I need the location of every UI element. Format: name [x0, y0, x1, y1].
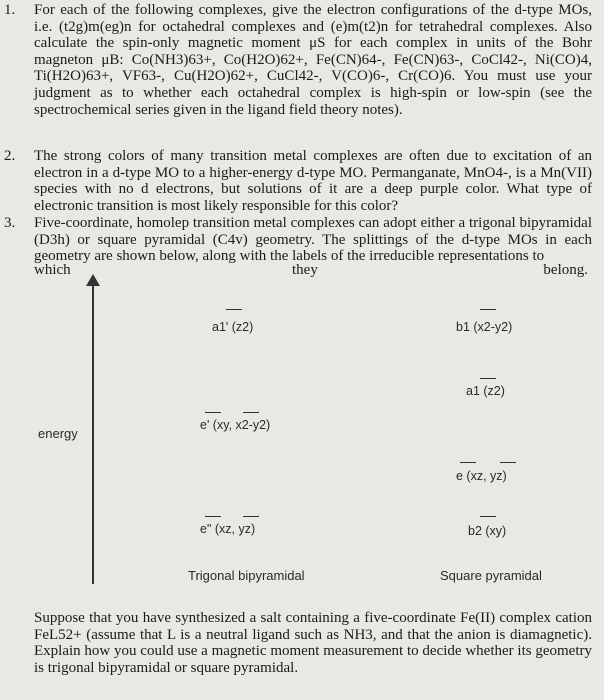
question-3-tail: [34, 262, 588, 279]
tail-word: they: [292, 262, 318, 278]
mo-splitting-diagram: [0, 280, 604, 600]
level-e: [460, 462, 476, 463]
level-e-double-prime: [205, 516, 221, 517]
question-text: For each of the following complexes, give the electron configurations of the d-type MOs, i.e. (t2g)m(eg)n for octahedral complexes and (e)m(t2)n for tetrahedral complexes. Also calculate the spin-only magnetic moment μS for each complex in units of the Bohr magneton μB: Co(NH3)63+, Co(H2O)62+, Fe(CN)64-, Fe(CN)63-, CoCl42-, Ni(CO)4, Ti(H2O)63+, VF63-, Cu(H2O)62+, CuCl42-, V(CO)6-, Cr(CO)6. You must use your judgment as to whether each octahedral complex is high-spin or low-spin (see the spectrochemical series given in the ligand field theory notes).: [34, 2, 592, 118]
level-a1-prime: [226, 309, 242, 310]
level-label: a1' (z2): [212, 320, 254, 334]
level-e-prime: [205, 412, 221, 413]
level-label: e' (xy, x2-y2): [200, 418, 271, 432]
question-text: The strong colors of many transition metal complexes are often due to excitation of an electron in a d-type MO to a higher-energy d-type MO. Permanganate, MnO4-, is a Mn(VII) species with no d electrons, but solutions of it are a deep purple color. What type of electronic transition is most likely responsible for this color?: [34, 148, 592, 214]
question-number: 1.: [4, 2, 16, 18]
question-2: [0, 148, 604, 214]
question-number: 3.: [4, 215, 16, 231]
question-number: 2.: [4, 148, 16, 164]
level-e-prime: [243, 412, 259, 413]
level-e-double-prime: [243, 516, 259, 517]
tail-word: which: [34, 262, 71, 278]
level-b2: [480, 516, 496, 517]
level-a1: [480, 378, 496, 379]
energy-axis-label: energy: [38, 426, 78, 441]
level-label: e" (xz, yz): [200, 522, 256, 536]
level-e: [500, 462, 516, 463]
level-label: a1 (z2): [466, 384, 505, 398]
level-label: b1 (x2-y2): [456, 320, 513, 334]
tail-word: belong.: [543, 262, 588, 278]
energy-axis: [92, 284, 94, 584]
level-label: e (xz, yz): [456, 469, 507, 483]
tbp-caption: Trigonal bipyramidal: [188, 568, 305, 583]
final-question: Suppose that you have synthesized a salt containing a five-coordinate Fe(II) complex cation FeL52+ (assume that L is a neutral ligand such as NH3, and that the anion is diamagnetic). Explain how you could use a magnetic moment measurement to decide whether its geometry is trigonal bipyramidal or square pyramidal.: [34, 610, 592, 676]
level-b1: [480, 309, 496, 310]
level-label: b2 (xy): [468, 524, 507, 538]
question-text: Five-coordinate, homolep transition metal complexes can adopt either a trigonal bipyramidal (D3h) or square pyramidal (C4v) geometry. The splittings of the d-type MOs in each geometry are shown below, along with the labels of the irreducible representations to: [34, 215, 592, 265]
sqp-caption: Square pyramidal: [440, 568, 542, 583]
question-1: [0, 2, 604, 148]
